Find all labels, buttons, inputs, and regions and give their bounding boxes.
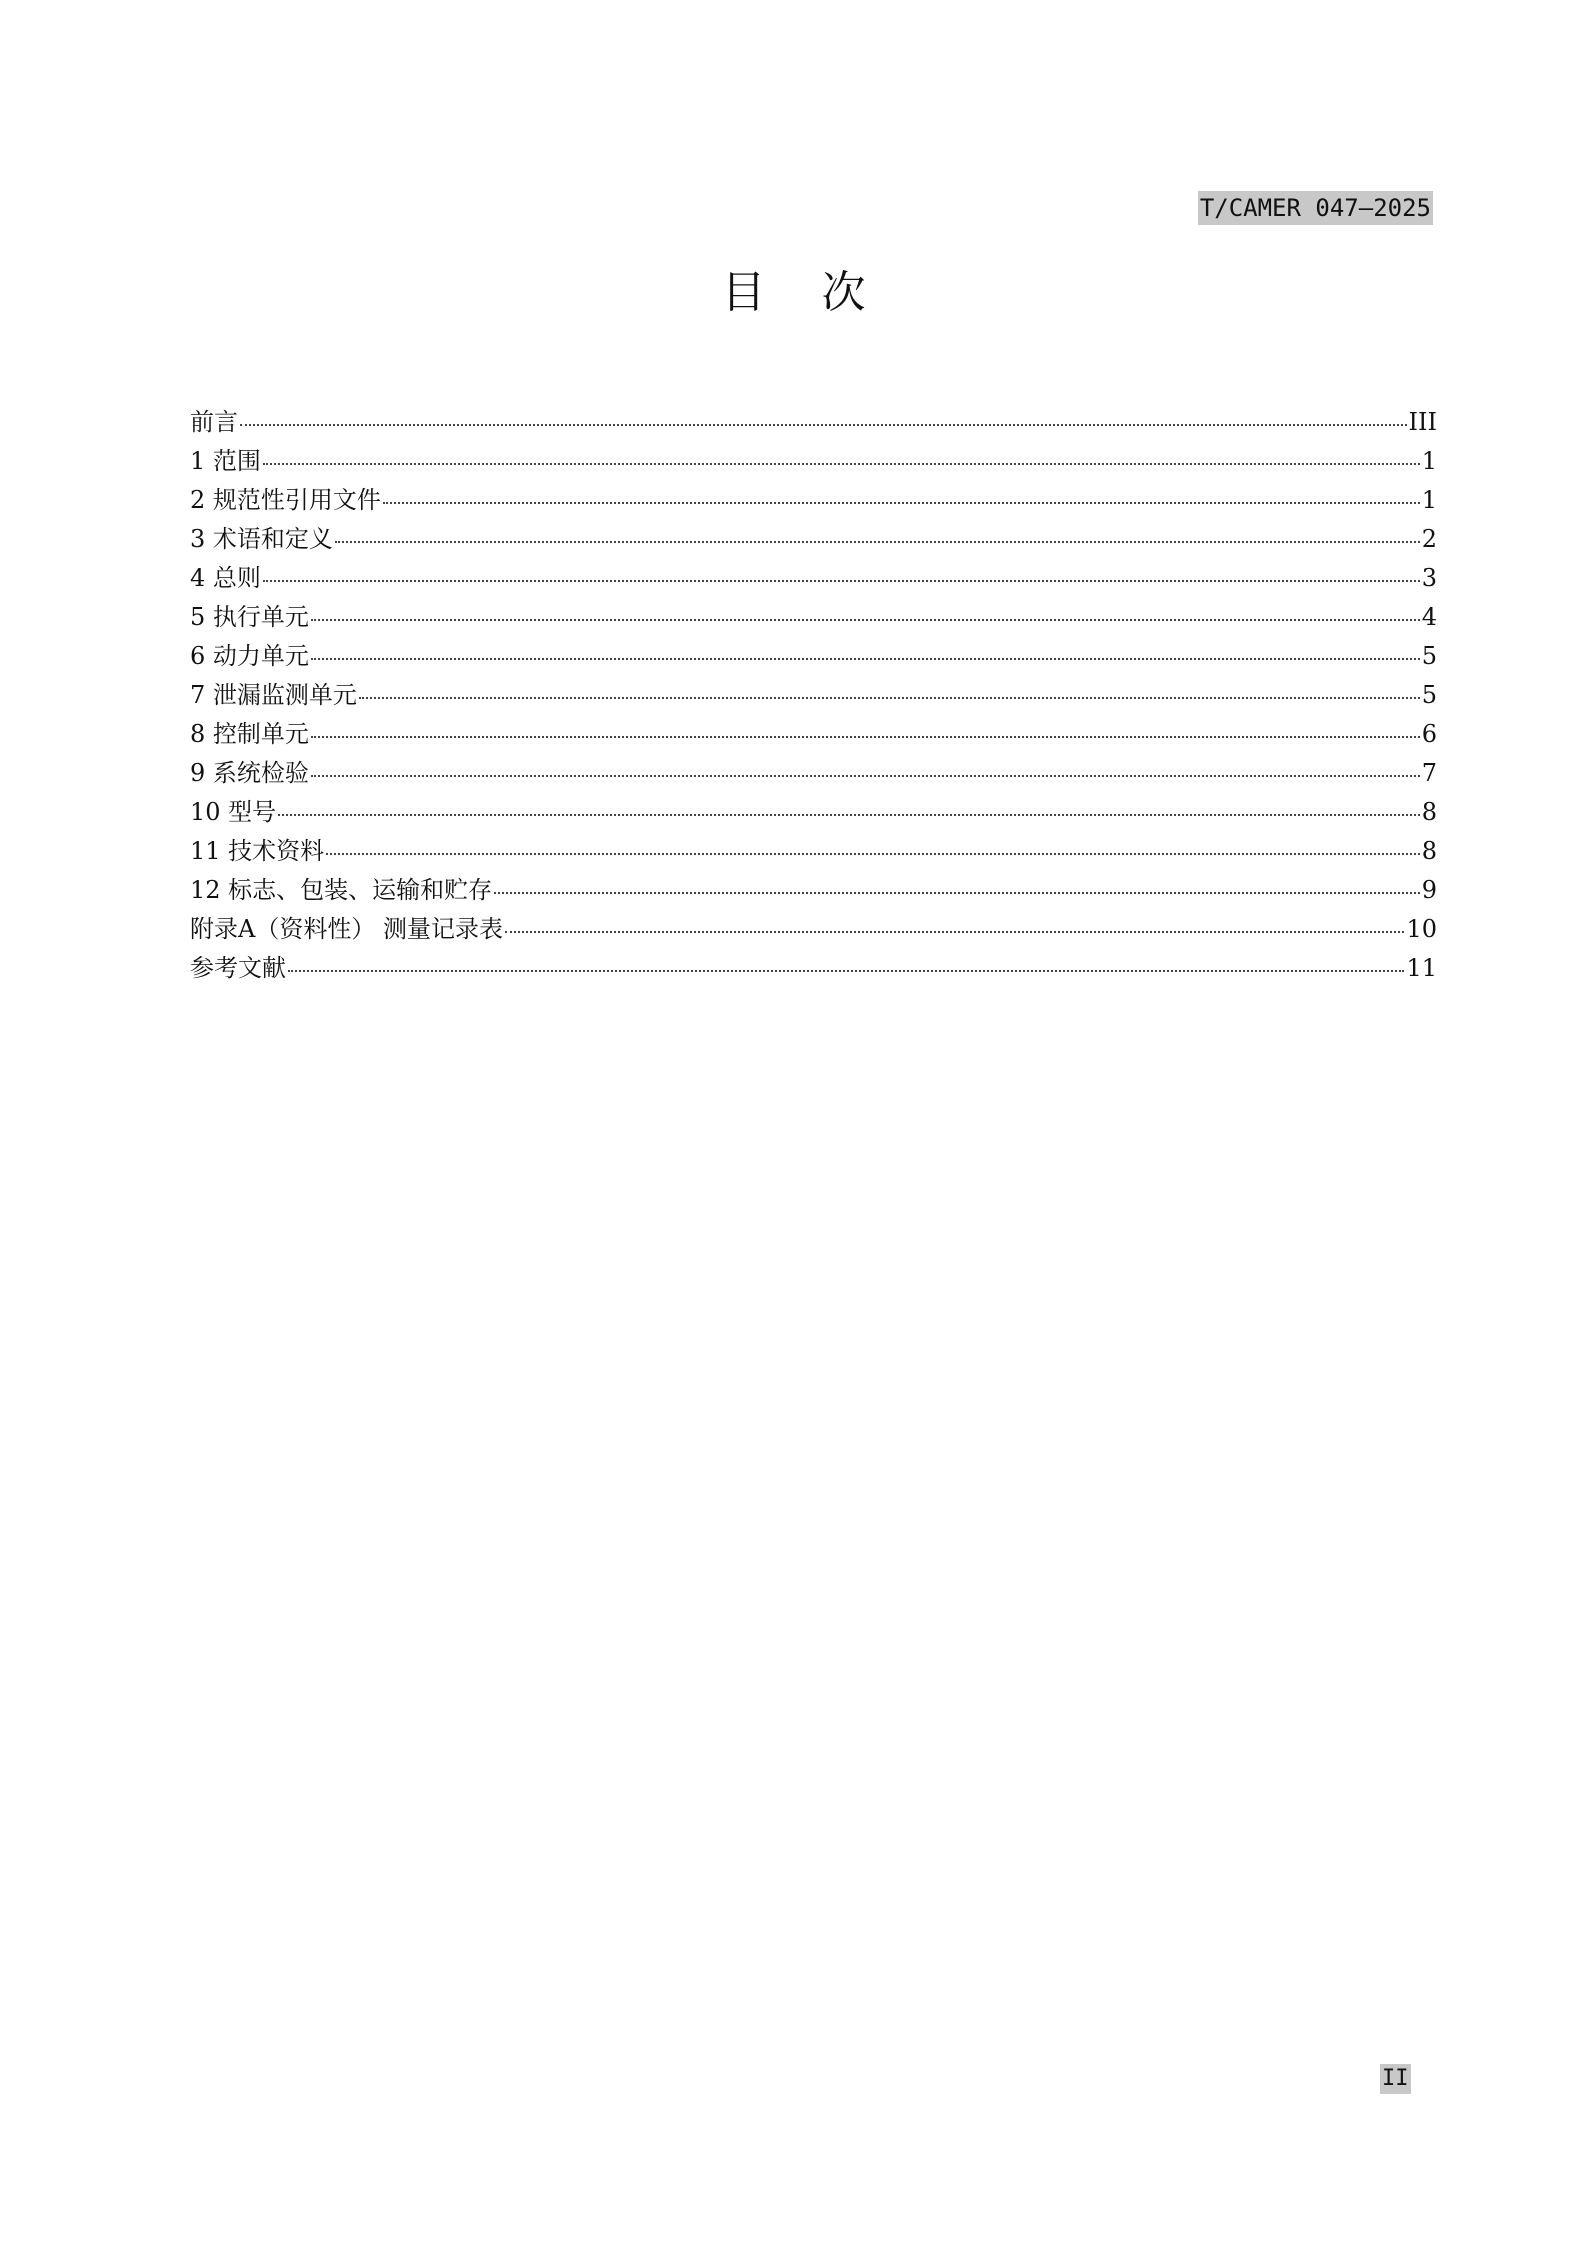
toc-entry-label: 前言 bbox=[190, 408, 238, 436]
toc-entry-model[interactable] bbox=[190, 793, 1437, 832]
toc-dot-leader bbox=[326, 853, 1420, 855]
toc-entry-technical-documents[interactable] bbox=[190, 832, 1437, 871]
toc-entry-label: 附录A（资料性） 测量记录表 bbox=[190, 915, 503, 943]
toc-dot-leader bbox=[311, 619, 1420, 621]
toc-dot-leader bbox=[288, 970, 1404, 972]
toc-entry-label: 6 动力单元 bbox=[190, 642, 309, 670]
toc-entry-label: 8 控制单元 bbox=[190, 720, 309, 748]
toc-entry-control-unit[interactable] bbox=[190, 715, 1437, 754]
toc-dot-leader bbox=[311, 736, 1420, 738]
toc-entry-page: 9 bbox=[1421, 876, 1437, 904]
toc-entry-leak-monitoring-unit[interactable] bbox=[190, 676, 1437, 715]
toc-entry-page: 1 bbox=[1421, 447, 1437, 475]
toc-dot-leader bbox=[311, 775, 1420, 777]
document-code: T/CAMER 047—2025 bbox=[1198, 191, 1433, 225]
toc-entry-page: 6 bbox=[1421, 720, 1437, 748]
toc-entry-label: 10 型号 bbox=[190, 798, 277, 826]
toc-entry-page: 4 bbox=[1421, 603, 1437, 631]
toc-entry-label: 4 总则 bbox=[190, 564, 261, 592]
toc-entry-general[interactable] bbox=[190, 559, 1437, 598]
toc-dot-leader bbox=[359, 697, 1420, 699]
toc-entry-scope[interactable] bbox=[190, 442, 1437, 481]
toc-entry-page: 3 bbox=[1421, 564, 1437, 592]
toc-title: 目次 bbox=[721, 267, 922, 318]
toc-entry-label: 参考文献 bbox=[190, 954, 286, 982]
toc-entry-label: 3 术语和定义 bbox=[190, 525, 333, 553]
toc-dot-leader bbox=[311, 658, 1420, 660]
toc-entry-marking-packaging[interactable] bbox=[190, 871, 1437, 910]
toc-dot-leader bbox=[240, 424, 1407, 426]
toc-dot-leader bbox=[335, 541, 1420, 543]
toc-entry-appendix-a[interactable] bbox=[190, 910, 1437, 949]
toc-entry-label: 1 范围 bbox=[190, 447, 261, 475]
toc-dot-leader bbox=[263, 463, 1420, 465]
toc-entry-page: 11 bbox=[1406, 954, 1437, 982]
toc-dot-leader bbox=[383, 502, 1420, 504]
toc-entry-label: 9 系统检验 bbox=[190, 759, 309, 787]
toc-entry-page: 5 bbox=[1421, 681, 1437, 709]
toc-entry-page: 1 bbox=[1421, 486, 1437, 514]
toc-entry-page: 5 bbox=[1421, 642, 1437, 670]
toc-entry-page: 8 bbox=[1421, 798, 1437, 826]
toc-dot-leader bbox=[505, 931, 1404, 933]
toc-entry-foreword[interactable] bbox=[190, 403, 1437, 442]
toc-entry-bibliography[interactable] bbox=[190, 949, 1437, 988]
toc-entry-page: 10 bbox=[1406, 915, 1437, 943]
toc-dot-leader bbox=[494, 892, 1420, 894]
table-of-contents bbox=[190, 403, 1437, 988]
toc-entry-page: 7 bbox=[1421, 759, 1437, 787]
toc-entry-page: 2 bbox=[1421, 525, 1437, 553]
toc-entry-label: 12 标志、包装、运输和贮存 bbox=[190, 876, 493, 904]
toc-entry-page: 8 bbox=[1421, 837, 1437, 865]
toc-entry-normative-references[interactable] bbox=[190, 481, 1437, 520]
page-number: II bbox=[1380, 2064, 1411, 2094]
toc-entry-page: III bbox=[1408, 408, 1437, 436]
toc-entry-terms-definitions[interactable] bbox=[190, 520, 1437, 559]
toc-entry-label: 2 规范性引用文件 bbox=[190, 486, 381, 514]
toc-entry-execution-unit[interactable] bbox=[190, 598, 1437, 637]
toc-entry-label: 7 泄漏监测单元 bbox=[190, 681, 357, 709]
toc-entry-label: 5 执行单元 bbox=[190, 603, 309, 631]
toc-entry-label: 11 技术资料 bbox=[190, 837, 325, 865]
toc-entry-power-unit[interactable] bbox=[190, 637, 1437, 676]
toc-entry-system-inspection[interactable] bbox=[190, 754, 1437, 793]
toc-dot-leader bbox=[263, 580, 1420, 582]
toc-dot-leader bbox=[278, 814, 1420, 816]
